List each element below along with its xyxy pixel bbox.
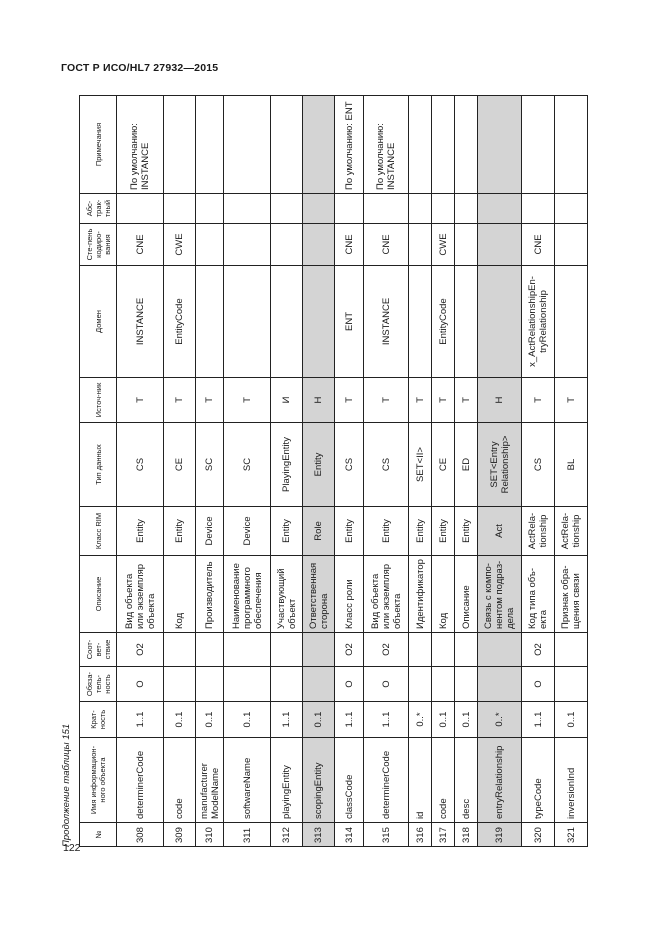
cell-conformance [409, 633, 432, 667]
cell-notes [455, 96, 478, 194]
cell-cardinality: 0..1 [196, 702, 224, 738]
cell-notes: По умолчанию: INSTANCE [117, 96, 164, 194]
table-row [335, 96, 364, 847]
column-header: Класс RIM [80, 507, 117, 556]
document-standard-title: ГОСТ Р ИСО/HL7 27932—2015 [61, 62, 219, 74]
cell-data-type: CS [117, 423, 164, 507]
cell-rim-class: ActRela-tionship [522, 507, 555, 556]
cell-data-type: ED [455, 423, 478, 507]
cell-description: Связь с компо-нентом подраз-дела [478, 556, 522, 633]
cell-rim-class: Act [478, 507, 522, 556]
cell-description: Идентификатор [409, 556, 432, 633]
cell-mandatory [196, 667, 224, 702]
cell-object-name: desc [455, 738, 478, 823]
column-header: Источ-ник [80, 378, 117, 423]
cell-domain: ENT [335, 266, 364, 378]
page-number: 122 [63, 842, 81, 854]
cell-abstract [364, 194, 409, 224]
cell-data-type: PlayingEntity [271, 423, 303, 507]
cell-domain: EntityCode [164, 266, 196, 378]
cell-source: Т [432, 378, 455, 423]
cell-conformance [478, 633, 522, 667]
cell-mandatory [555, 667, 588, 702]
cell-cardinality: 0..1 [303, 702, 335, 738]
cell-domain [455, 266, 478, 378]
cell-domain [555, 266, 588, 378]
cell-number: 320 [522, 823, 555, 847]
cell-abstract [432, 194, 455, 224]
cell-object-name: classCode [335, 738, 364, 823]
cell-coding-strength [271, 224, 303, 266]
cell-notes [409, 96, 432, 194]
cell-domain [409, 266, 432, 378]
cell-cardinality: 0..* [478, 702, 522, 738]
column-header: Тип данных [80, 423, 117, 507]
cell-number: 312 [271, 823, 303, 847]
table-row [364, 96, 409, 847]
cell-rim-class: Entity [271, 507, 303, 556]
table-row [196, 96, 224, 847]
cell-source: Т [364, 378, 409, 423]
cell-number: 317 [432, 823, 455, 847]
cell-number: 309 [164, 823, 196, 847]
cell-number: 316 [409, 823, 432, 847]
cell-coding-strength [196, 224, 224, 266]
cell-number: 313 [303, 823, 335, 847]
cell-domain: INSTANCE [364, 266, 409, 378]
cell-mandatory: O [522, 667, 555, 702]
cell-abstract [335, 194, 364, 224]
cell-domain: x_ActRelationshipEn-tryRelationship [522, 266, 555, 378]
cell-source: Т [522, 378, 555, 423]
cell-rim-class: Entity [364, 507, 409, 556]
cell-mandatory: O [335, 667, 364, 702]
cell-data-type: CS [335, 423, 364, 507]
cell-data-type: Entity [303, 423, 335, 507]
column-header: Обяза-тель-ность [80, 667, 117, 702]
cell-rim-class: Entity [409, 507, 432, 556]
cell-cardinality: 0..1 [455, 702, 478, 738]
cell-source: Т [224, 378, 271, 423]
cell-domain [271, 266, 303, 378]
cell-number: 319 [478, 823, 522, 847]
cell-object-name: determinerCode [117, 738, 164, 823]
cell-rim-class: Device [196, 507, 224, 556]
cell-source: Т [409, 378, 432, 423]
column-header: Описание [80, 556, 117, 633]
table-row [555, 96, 588, 847]
cell-object-name: id [409, 738, 432, 823]
cell-mandatory [164, 667, 196, 702]
cell-object-name: scopingEntity [303, 738, 335, 823]
cell-mandatory [224, 667, 271, 702]
cell-cardinality: 1..1 [522, 702, 555, 738]
cell-mandatory [432, 667, 455, 702]
table-row [478, 96, 522, 847]
table-row [522, 96, 555, 847]
cell-number: 321 [555, 823, 588, 847]
cell-conformance: O2 [335, 633, 364, 667]
cell-object-name: code [432, 738, 455, 823]
cell-abstract [409, 194, 432, 224]
column-header: Домен [80, 266, 117, 378]
cell-notes [196, 96, 224, 194]
cell-mandatory [271, 667, 303, 702]
table-row [303, 96, 335, 847]
cell-notes [432, 96, 455, 194]
cell-domain: INSTANCE [117, 266, 164, 378]
cell-source: Т [196, 378, 224, 423]
cell-object-name: playingEntity [271, 738, 303, 823]
cell-abstract [271, 194, 303, 224]
cell-notes [164, 96, 196, 194]
cell-description: Описание [455, 556, 478, 633]
cell-rim-class: Entity [164, 507, 196, 556]
cell-conformance: O2 [117, 633, 164, 667]
cell-abstract [117, 194, 164, 224]
table-row [224, 96, 271, 847]
cell-notes: По умолчанию: ENT [335, 96, 364, 194]
cell-mandatory: O [117, 667, 164, 702]
table-row [271, 96, 303, 847]
cell-object-name: inversionInd [555, 738, 588, 823]
cell-cardinality: 1..1 [271, 702, 303, 738]
rotated-table-block [61, 96, 582, 847]
cell-data-type: CE [164, 423, 196, 507]
cell-conformance [196, 633, 224, 667]
cell-domain [478, 266, 522, 378]
cell-source: И [271, 378, 303, 423]
cell-abstract [555, 194, 588, 224]
cell-object-name: manufacturer ModelName [196, 738, 224, 823]
cell-number: 311 [224, 823, 271, 847]
cell-description: Вид объекта или экземпляр объекта [117, 556, 164, 633]
column-header: Сте-пень кодиро-вания [80, 224, 117, 266]
table-row [409, 96, 432, 847]
cell-coding-strength [455, 224, 478, 266]
cell-coding-strength: CWE [164, 224, 196, 266]
cell-data-type: SC [196, 423, 224, 507]
cell-number: 310 [196, 823, 224, 847]
cell-cardinality: 1..1 [117, 702, 164, 738]
cell-mandatory [455, 667, 478, 702]
cell-domain [196, 266, 224, 378]
cell-description: Код типа объ-екта [522, 556, 555, 633]
cell-mandatory [303, 667, 335, 702]
cell-cardinality: 1..1 [364, 702, 409, 738]
cell-source: Т [117, 378, 164, 423]
cell-description: Ответственная сторона [303, 556, 335, 633]
cell-rim-class: Device [224, 507, 271, 556]
cell-object-name: entryRelationship [478, 738, 522, 823]
cell-description: Наименование программного обеспечения [224, 556, 271, 633]
table-header-row [80, 96, 117, 847]
cell-conformance: O2 [522, 633, 555, 667]
cell-data-type: BL [555, 423, 588, 507]
table-body [117, 96, 588, 847]
cell-description: Код [432, 556, 455, 633]
cell-notes [271, 96, 303, 194]
cell-cardinality: 0..1 [555, 702, 588, 738]
cell-abstract [478, 194, 522, 224]
cell-coding-strength: CNE [522, 224, 555, 266]
cell-notes [478, 96, 522, 194]
cell-conformance [303, 633, 335, 667]
cell-cardinality: 0..1 [224, 702, 271, 738]
data-table [79, 95, 588, 847]
cell-conformance [432, 633, 455, 667]
cell-coding-strength: CNE [335, 224, 364, 266]
cell-number: 314 [335, 823, 364, 847]
cell-data-type: CS [522, 423, 555, 507]
table-row [455, 96, 478, 847]
cell-data-type: SET<II> [409, 423, 432, 507]
column-header: № [80, 823, 117, 847]
cell-source: Т [455, 378, 478, 423]
cell-abstract [196, 194, 224, 224]
cell-description: Признак обра-щения связи [555, 556, 588, 633]
cell-coding-strength [409, 224, 432, 266]
cell-number: 315 [364, 823, 409, 847]
cell-domain [224, 266, 271, 378]
column-header: Крат-ность [80, 702, 117, 738]
cell-source: Т [164, 378, 196, 423]
cell-coding-strength [478, 224, 522, 266]
cell-number: 308 [117, 823, 164, 847]
cell-conformance: O2 [364, 633, 409, 667]
cell-rim-class: Entity [455, 507, 478, 556]
cell-coding-strength: CNE [117, 224, 164, 266]
cell-description: Класс роли [335, 556, 364, 633]
cell-description: Производитель [196, 556, 224, 633]
cell-conformance [555, 633, 588, 667]
cell-source: Н [303, 378, 335, 423]
cell-coding-strength: CNE [364, 224, 409, 266]
table-caption: Продолжение таблицы 151 [61, 723, 72, 847]
cell-rim-class: Entity [117, 507, 164, 556]
cell-abstract [164, 194, 196, 224]
cell-conformance [455, 633, 478, 667]
cell-mandatory: O [364, 667, 409, 702]
cell-cardinality: 0..* [409, 702, 432, 738]
cell-mandatory [478, 667, 522, 702]
cell-rim-class: Role [303, 507, 335, 556]
cell-notes [522, 96, 555, 194]
cell-notes [224, 96, 271, 194]
cell-domain: EntityCode [432, 266, 455, 378]
cell-notes [303, 96, 335, 194]
cell-conformance [164, 633, 196, 667]
cell-abstract [522, 194, 555, 224]
cell-abstract [455, 194, 478, 224]
cell-description: Участвующий объект [271, 556, 303, 633]
cell-conformance [271, 633, 303, 667]
cell-data-type: SET<Entry Relationship> [478, 423, 522, 507]
cell-cardinality: 1..1 [335, 702, 364, 738]
cell-object-name: typeCode [522, 738, 555, 823]
cell-object-name: determinerCode [364, 738, 409, 823]
cell-coding-strength [224, 224, 271, 266]
cell-source: Н [478, 378, 522, 423]
cell-abstract [303, 194, 335, 224]
column-header: Имя информацион-ного объекта [80, 738, 117, 823]
cell-data-type: CE [432, 423, 455, 507]
cell-coding-strength: CWE [432, 224, 455, 266]
cell-coding-strength [303, 224, 335, 266]
cell-coding-strength [555, 224, 588, 266]
cell-abstract [224, 194, 271, 224]
column-header: Абс-трак-тный [80, 194, 117, 224]
cell-number: 318 [455, 823, 478, 847]
cell-rim-class: ActRela-tionship [555, 507, 588, 556]
column-header: Примечания [80, 96, 117, 194]
cell-data-type: CS [364, 423, 409, 507]
cell-object-name: softwareName [224, 738, 271, 823]
table-row [432, 96, 455, 847]
column-header: Соот-вет-ствие [80, 633, 117, 667]
cell-cardinality: 0..1 [164, 702, 196, 738]
cell-domain [303, 266, 335, 378]
cell-source: Т [555, 378, 588, 423]
cell-description: Вид объекта или экземпляр объекта [364, 556, 409, 633]
cell-rim-class: Entity [335, 507, 364, 556]
cell-cardinality: 0..1 [432, 702, 455, 738]
table-row [164, 96, 196, 847]
cell-notes: По умолчанию: INSTANCE [364, 96, 409, 194]
cell-description: Код [164, 556, 196, 633]
cell-object-name: code [164, 738, 196, 823]
cell-mandatory [409, 667, 432, 702]
cell-notes [555, 96, 588, 194]
table-row [117, 96, 164, 847]
cell-rim-class: Entity [432, 507, 455, 556]
cell-data-type: SC [224, 423, 271, 507]
cell-source: Т [335, 378, 364, 423]
cell-conformance [224, 633, 271, 667]
